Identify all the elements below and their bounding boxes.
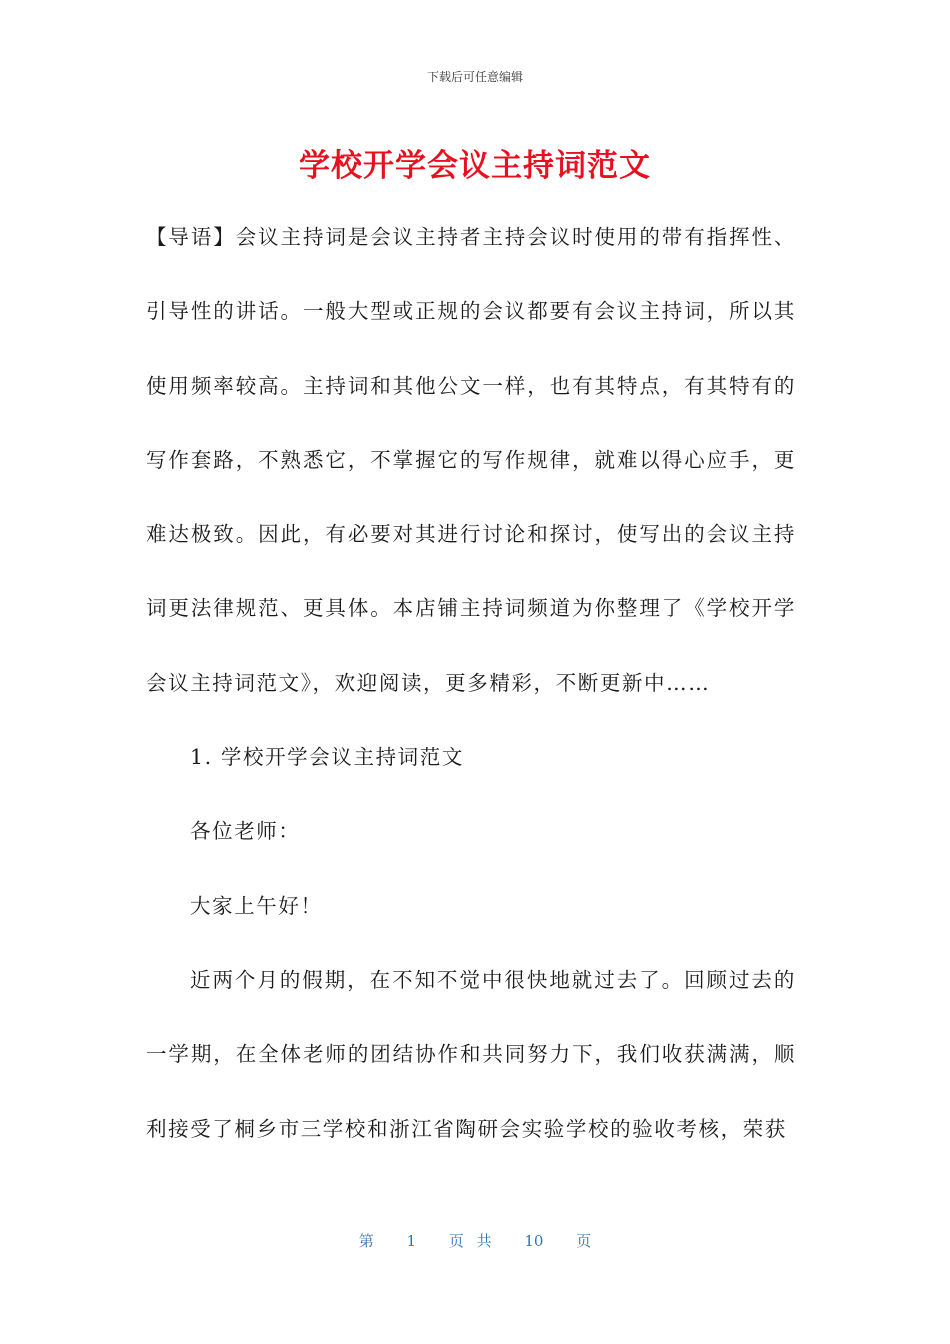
footer-suffix: 页 (576, 1232, 592, 1250)
intro-paragraph: 【导语】会议主持词是会议主持者主持会议时使用的带有指挥性、引导性的讲话。一般大型或正规的会议都要有会议主持词，所以其使用频率较高。主持词和其他公文一样，也有其特点，有其特有的写作套路，不熟悉它，不掌握它的写作规律，就难以得心应手，更难达极致。因此，有必要对其进行讨论和探讨，使写出的会议主持词更法律规范、更具体。本店铺主持词频道为你整理了《学校开学会议主持词范文》，欢迎阅读，更多精彩，不断更新中…… (146, 225, 796, 695)
footer-total-pages: 10 (524, 1232, 544, 1250)
document-title: 学校开学会议主持词范文 (299, 148, 651, 184)
footer-page-number: 1 (406, 1232, 417, 1250)
salutation: 各位老师： (190, 819, 301, 844)
page-footer (0, 1230, 950, 1251)
section-heading: 1. 学校开学会议主持词范文 (190, 745, 464, 770)
greeting: 大家上午好！ (190, 893, 323, 918)
footer-middle: 页 共 (448, 1232, 492, 1250)
footer-prefix: 第 (358, 1232, 374, 1250)
document-body (146, 200, 796, 1166)
body-paragraph: 近两个月的假期，在不知不觉中很快地就过去了。回顾过去的一学期，在全体老师的团结协作和共同努力下，我们收获满满，顺利接受了桐乡市三学校和浙江省陶研会实验学校的验收考核，荣获 (146, 967, 796, 1141)
header-note: 下载后可任意编辑 (426, 70, 523, 84)
